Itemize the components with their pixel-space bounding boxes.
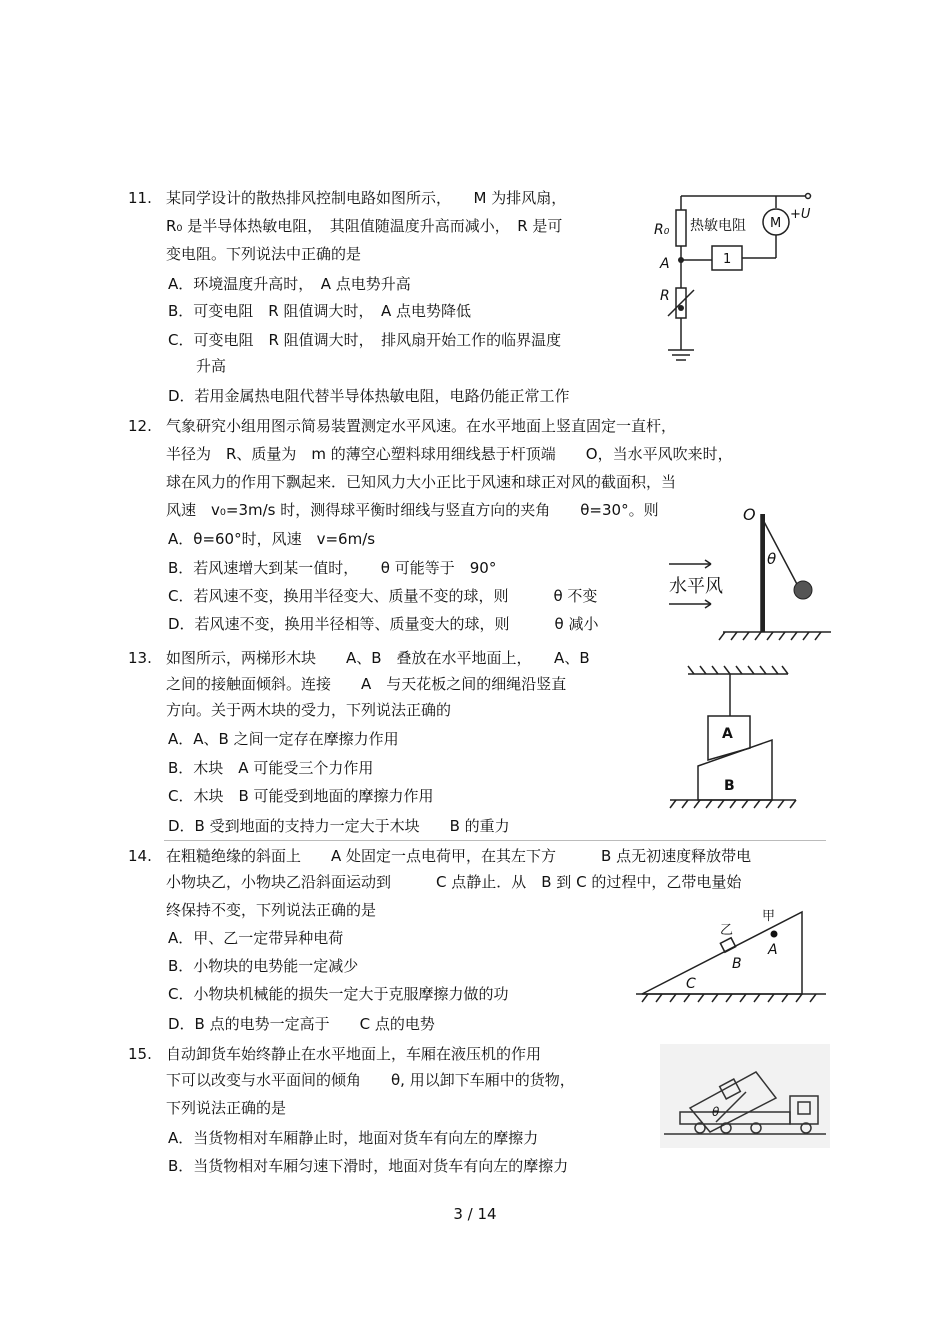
question-text: 气象研究小组用图示简易装置测定水平风速。在水平地面上竖直固定一直杆， bbox=[166, 417, 677, 435]
question-text: 半径为 R、质量为 m 的薄空心塑料球用细线悬于杆顶端 O，当水平风吹来时， bbox=[166, 445, 733, 463]
question-text: 球在风力的作用下飘起来．已知风力大小正比于风速和球正对风的截面积，当 bbox=[166, 473, 677, 491]
question-text: 方向。关于两木块的受力，下列说法正确的 bbox=[166, 701, 452, 719]
option-b: B．若风速增大到某一值时， θ 可能等于 90° bbox=[168, 559, 497, 577]
question-text: 在粗糙绝缘的斜面上 A 处固定一点电荷甲，在其左下方 B 点无初速度释放带电 bbox=[166, 847, 752, 865]
question-number: 14. bbox=[128, 847, 152, 865]
option-d: D．B 受到地面的支持力一定大于木块 B 的重力 bbox=[168, 817, 510, 835]
gate-label: 1 bbox=[723, 252, 732, 267]
circuit-figure bbox=[650, 188, 830, 370]
option-c: C．若风速不变，换用半径变大、质量不变的球，则 θ 不变 bbox=[168, 587, 598, 605]
theta-label: θ bbox=[712, 1105, 720, 1119]
option-b: B．小物块的电势能一定减少 bbox=[168, 957, 359, 975]
question-text: 下可以改变与水平面间的倾角 θ, 用以卸下车厢中的货物， bbox=[166, 1071, 575, 1089]
point-a-label: A bbox=[768, 942, 778, 958]
theta-label: θ bbox=[767, 550, 777, 568]
question-number: 15. bbox=[128, 1045, 152, 1063]
question-number: 12. bbox=[128, 417, 152, 435]
r0-label: R₀ bbox=[654, 222, 670, 238]
divider bbox=[164, 840, 826, 841]
question-number: 13. bbox=[128, 649, 152, 667]
block-a-label: A bbox=[722, 726, 733, 742]
option-a: A．A、B 之间一定存在摩擦力作用 bbox=[168, 730, 399, 748]
question-text: 小物块乙，小物块乙沿斜面运动到 C 点静止．从 B 到 C 的过程中，乙带电量始 bbox=[166, 873, 742, 891]
block-yi-label: 乙 bbox=[720, 923, 734, 938]
option-a: A．当货物相对车厢静止时，地面对货车有向左的摩擦力 bbox=[168, 1129, 539, 1147]
option-d: D．若风速不变，换用半径相等、质量变大的球，则 θ 减小 bbox=[168, 615, 599, 633]
charge-jia-label: 甲 bbox=[762, 909, 776, 924]
point-o-label: O bbox=[743, 505, 756, 524]
node-a-label: A bbox=[660, 256, 670, 272]
option-b: B．木块 A 可能受三个力作用 bbox=[168, 759, 374, 777]
question-text: 如图所示，两梯形木块 A、B 叠放在水平地面上， A、B bbox=[166, 649, 590, 667]
option-d: D．若用金属热电阻代替半导体热敏电阻，电路仍能正常工作 bbox=[168, 387, 570, 405]
voltage-label: +U bbox=[790, 207, 811, 222]
r-label: R bbox=[660, 288, 670, 304]
blocks-figure bbox=[664, 664, 804, 812]
question-number: 11. bbox=[128, 189, 152, 207]
option-c: C．可变电阻 R 阻值调大时， 排风扇开始工作的临界温度 bbox=[168, 331, 562, 349]
question-text: 变电阻。下列说法中正确的是 bbox=[166, 245, 362, 263]
option-a: A．θ=60°时，风速 v=6m/s bbox=[168, 530, 376, 548]
thermistor-label: 热敏电阻 bbox=[690, 218, 746, 234]
fan-label: M bbox=[770, 216, 782, 231]
truck-figure bbox=[660, 1044, 830, 1148]
point-b-label: B bbox=[732, 956, 742, 972]
question-text: 某同学设计的散热排风控制电路如图所示， M 为排风扇， bbox=[166, 189, 567, 207]
wind-figure bbox=[665, 500, 835, 646]
option-a: A．甲、乙一定带异种电荷 bbox=[168, 929, 344, 947]
option-c: C．木块 B 可能受到地面的摩擦力作用 bbox=[168, 787, 434, 805]
option-b: B．可变电阻 R 阻值调大时， A 点电势降低 bbox=[168, 302, 472, 320]
question-text: 终保持不变，下列说法正确的是 bbox=[166, 901, 377, 919]
option-d: D．B 点的电势一定高于 C 点的电势 bbox=[168, 1015, 435, 1033]
block-b-label: B bbox=[724, 778, 735, 794]
option-c-cont: 升高 bbox=[196, 357, 227, 375]
wind-label: 水平风 bbox=[669, 576, 723, 597]
question-text: 风速 v₀=3m/s 时，测得球平衡时细线与竖直方向的夹角 θ=30°。则 bbox=[166, 501, 659, 519]
question-text: R₀ 是半导体热敏电阻， 其阻值随温度升高而减小， R 是可 bbox=[166, 217, 563, 235]
question-text: 自动卸货车始终静止在水平地面上，车厢在液压机的作用 bbox=[166, 1045, 542, 1063]
option-c: C．小物块机械能的损失一定大于克服摩擦力做的功 bbox=[168, 985, 509, 1003]
page-number: 3 / 14 bbox=[453, 1205, 497, 1223]
option-a: A．环境温度升高时， A 点电势升高 bbox=[168, 275, 411, 293]
question-text: 之间的接触面倾斜。连接 A 与天花板之间的细绳沿竖直 bbox=[166, 675, 567, 693]
point-c-label: C bbox=[686, 976, 696, 992]
option-b: B．当货物相对车厢匀速下滑时，地面对货车有向左的摩擦力 bbox=[168, 1157, 569, 1175]
incline-figure bbox=[636, 904, 832, 1004]
question-text: 下列说法正确的是 bbox=[166, 1099, 287, 1117]
